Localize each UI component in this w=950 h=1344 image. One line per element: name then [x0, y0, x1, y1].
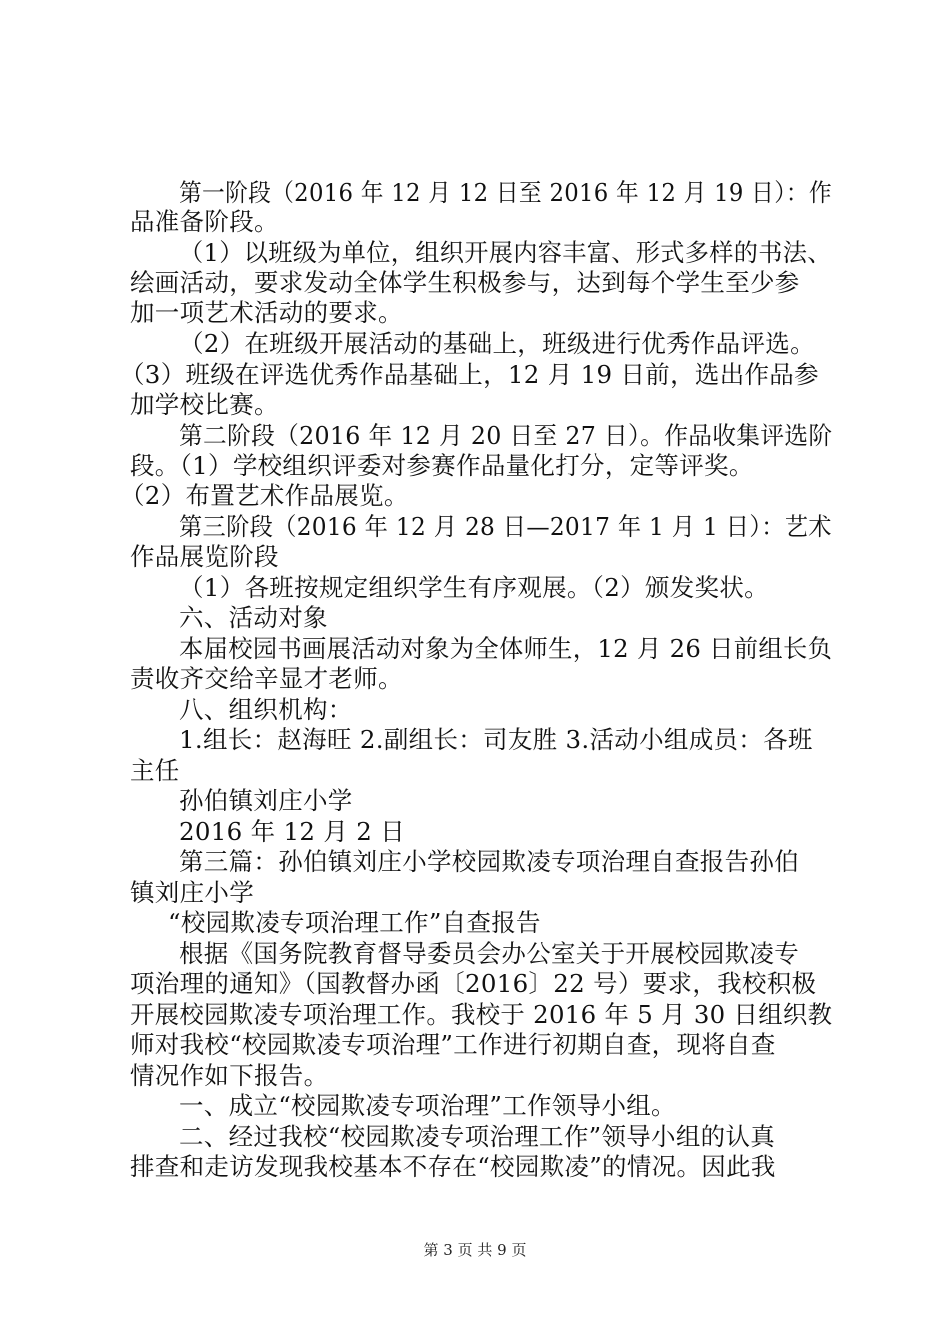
- text-line: 第三篇：孙伯镇刘庄小学校园欺凌专项治理自查报告孙伯: [179, 847, 799, 876]
- text-line: 加学校比赛。: [130, 390, 279, 419]
- section-heading: 六、活动对象: [179, 603, 328, 632]
- text-line: 项治理的通知》（国教督办函〔2016〕22 号）要求，我校积极: [130, 969, 817, 998]
- text-line: 情况作如下报告。: [130, 1061, 329, 1090]
- text-line: 镇刘庄小学: [130, 878, 254, 907]
- text-line: 主任: [130, 756, 180, 785]
- text-line: 本届校园书画展活动对象为全体师生，12 月 26 日前组长负: [179, 634, 833, 663]
- text-line: 第二阶段（2016 年 12 月 20 日至 27 日）。作品收集评选阶: [179, 421, 833, 450]
- text-line: （2）布置艺术作品展览。: [120, 481, 409, 510]
- text-line: 第三阶段（2016 年 12 月 28 日—2017 年 1 月 1 日）：艺术: [179, 512, 832, 541]
- text-line: 责收齐交给辛显才老师。: [130, 664, 403, 693]
- text-line: 段。（1）学校组织评委对参赛作品量化打分，定等评奖。: [130, 451, 754, 480]
- text-line: 绘画活动，要求发动全体学生积极参与，达到每个学生至少参: [130, 268, 800, 297]
- text-line: （3）班级在评选优秀作品基础上，12 月 19 日前，选出作品参: [120, 360, 819, 389]
- text-line: （2）在班级开展活动的基础上，班级进行优秀作品评选。: [179, 329, 815, 358]
- text-line: 加一项艺术活动的要求。: [130, 298, 403, 327]
- text-line: 师对我校“校园欺凌专项治理”工作进行初期自查，现将自查: [130, 1030, 776, 1059]
- report-title: “校园欺凌专项治理工作”自查报告: [168, 908, 541, 937]
- text-line: 排查和走访发现我校基本不存在“校园欺凌”的情况。因此我: [130, 1152, 776, 1181]
- text-line: （1）以班级为单位，组织开展内容丰富、形式多样的书法、: [179, 238, 832, 267]
- text-line: 1.组长：赵海旺 2.副组长：司友胜 3.活动小组成员：各班: [179, 725, 813, 754]
- text-line: 作品展览阶段: [130, 542, 279, 571]
- signature-date: 2016 年 12 月 2 日: [179, 817, 406, 846]
- section-heading: 八、组织机构：: [179, 695, 353, 724]
- text-line: 第一阶段（2016 年 12 月 12 日至 2016 年 12 月 19 日）：作: [179, 178, 832, 207]
- text-line: （1）各班按规定组织学生有序观展。（2）颁发奖状。: [179, 573, 769, 602]
- text-line: 根据《国务院教育督导委员会办公室关于开展校园欺凌专: [179, 939, 799, 968]
- text-line: 开展校园欺凌专项治理工作。我校于 2016 年 5 月 30 日组织教: [130, 1000, 833, 1029]
- page-footer: 第 3 页 共 9 页: [423, 1241, 527, 1259]
- text-line: 二、经过我校“校园欺凌专项治理工作”领导小组的认真: [179, 1122, 776, 1151]
- signature-school: 孙伯镇刘庄小学: [179, 786, 353, 815]
- text-line: 一、成立“校园欺凌专项治理”工作领导小组。: [179, 1091, 676, 1120]
- text-line: 品准备阶段。: [130, 207, 279, 236]
